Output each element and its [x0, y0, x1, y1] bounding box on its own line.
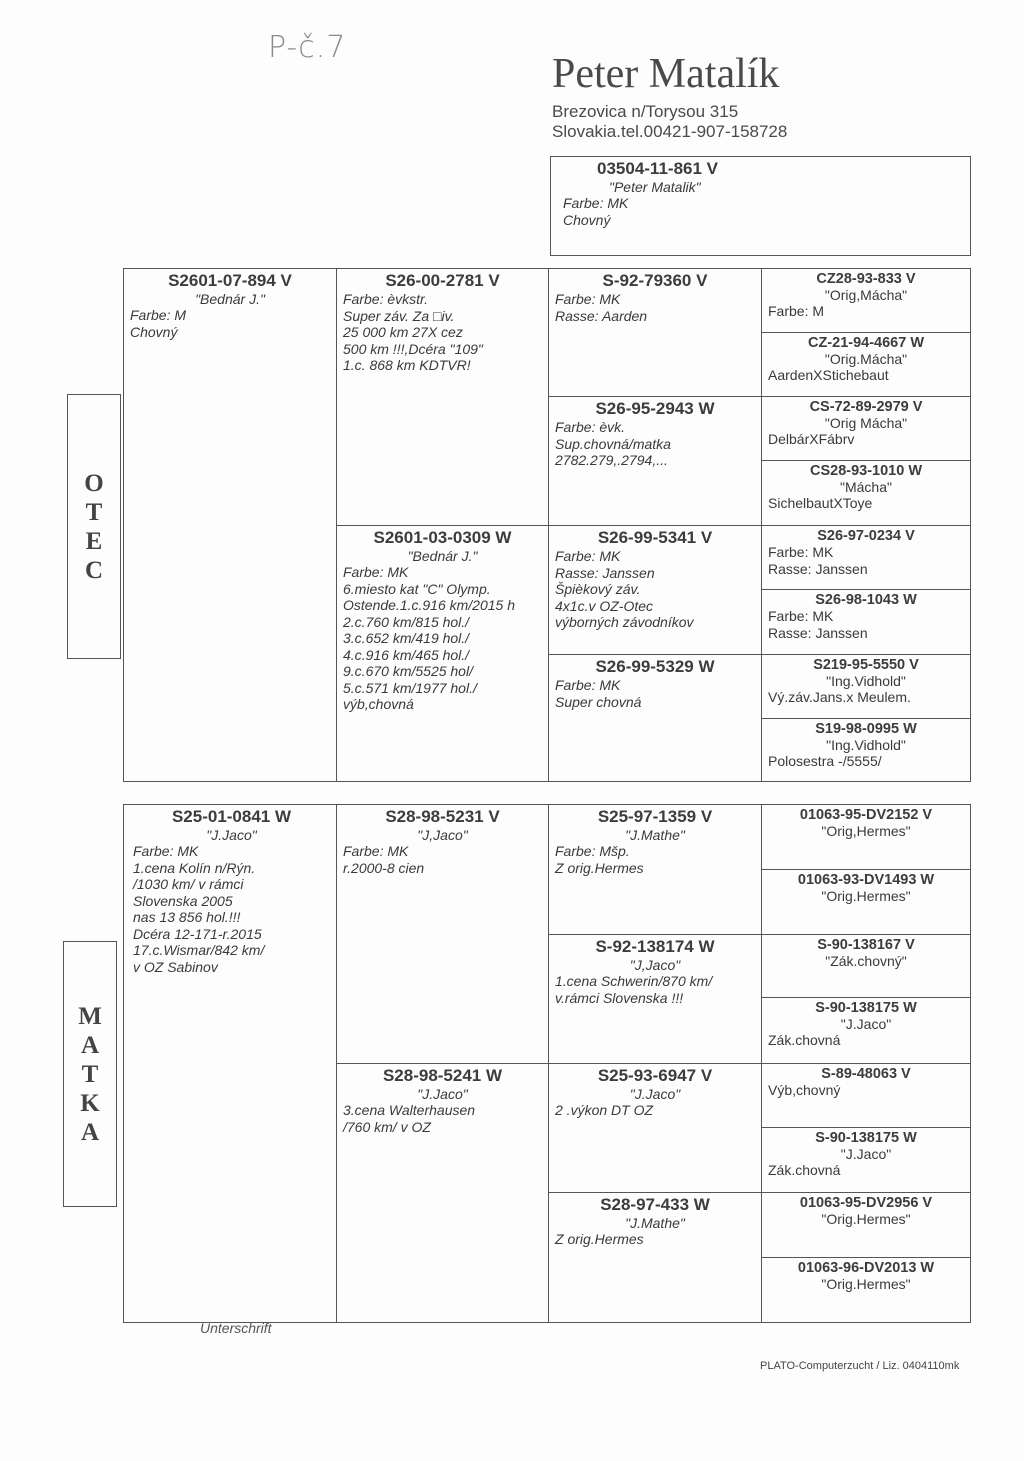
ancestor-card [761, 1257, 971, 1323]
breeder-name: "Zák.chovný" [825, 953, 907, 969]
detail-line: 1.cena Schwerin/870 km/ [555, 973, 713, 989]
detail-line: r.2000-8 cien [343, 859, 425, 876]
subject-card [550, 156, 971, 256]
ring-number: S-90-138175 W [815, 1000, 917, 1016]
ring-number: S-89-48063 V [821, 1066, 911, 1082]
ancestor-card [548, 1063, 762, 1193]
breeder-name: "J.Mathe" [625, 1215, 685, 1231]
subject-name: "Peter Matalik" [609, 179, 701, 195]
breeder-name: "J.Jaco" [206, 827, 257, 843]
father-side-label [67, 394, 121, 659]
ring-number: S28-98-5241 W [382, 1066, 503, 1085]
ancestor-card [548, 525, 762, 655]
detail-line: 4x1c.v OZ-Otec [555, 597, 654, 614]
ancestor-card [761, 869, 971, 935]
ring-number: 01063-93-DV1493 W [797, 872, 935, 888]
father-grandsire-card [336, 268, 549, 526]
ancestor-card [548, 654, 762, 782]
detail-line: 1.cena Kolín n/Rýn. [133, 859, 256, 876]
owner-name: Peter Matalík [552, 51, 780, 97]
detail-line: v OZ Sabinov [133, 958, 218, 975]
breeder-name: "Ing.Vidhold" [826, 673, 906, 689]
subject-line: Farbe: MK [563, 195, 629, 211]
ring-number: S-90-138167 V [817, 937, 915, 953]
breeder-name: "Bednár J." [407, 548, 478, 564]
ancestor-card [761, 934, 971, 998]
detail-line: Farbe: MK [768, 608, 834, 624]
side-letter: A [80, 1031, 100, 1059]
detail-line: Farbe: èvkstr. [343, 291, 429, 307]
detail-line: Farbe: MK [555, 677, 621, 693]
handwritten-note: P-č.7 [268, 30, 347, 65]
ring-number: S26-99-5329 W [595, 657, 715, 676]
breeder-name: "J,Jaco" [417, 827, 468, 843]
breeder-name: "J.Jaco" [840, 1146, 892, 1162]
breeder-name: "J.Jaco" [629, 1086, 681, 1102]
ancestor-card [761, 396, 971, 461]
ancestor-card [548, 1192, 762, 1323]
detail-line: 6.miesto kat "C" Olymp. [343, 580, 491, 597]
breeder-name: "Orig.Hermes" [821, 1276, 911, 1292]
ancestor-card [761, 589, 971, 655]
breeder-name: "Mácha" [840, 479, 892, 495]
detail-line: 4.c.916 km/465 hol./ [343, 646, 470, 663]
ancestor-card [761, 525, 971, 590]
ancestor-card [761, 460, 971, 526]
mother-card [123, 804, 337, 1323]
signature-label: Unterschrift [200, 1320, 272, 1336]
side-letter: T [85, 498, 103, 526]
detail-line: Farbe: MK [768, 544, 834, 560]
side-letter: C [84, 556, 104, 584]
detail-line: Zák.chovná [768, 1032, 841, 1048]
detail-line: 1.c. 868 km KDTVR! [343, 357, 471, 373]
detail-line: nas 13 856 hol.!!! [133, 909, 241, 925]
ancestor-card [761, 654, 971, 719]
owner-contact: Slovakia.tel.00421-907-158728 [552, 122, 788, 141]
breeder-name: "Orig.Mácha" [824, 351, 908, 367]
detail-line: 25 000 km 27X cez [343, 324, 463, 340]
side-letter: E [85, 527, 103, 555]
ancestor-card [761, 1127, 971, 1193]
ring-number: 01063-95-DV2956 V [799, 1195, 933, 1211]
ancestor-card [548, 396, 762, 526]
ring-number: S26-98-1043 W [815, 592, 917, 608]
ring-number: CS28-93-1010 W [809, 463, 923, 479]
side-letter: K [80, 1089, 100, 1117]
ring-number: S2601-07-894 V [168, 271, 292, 290]
ancestor-card [761, 997, 971, 1064]
detail-line: Z orig.Hermes [555, 859, 644, 876]
detail-line: Farbe: MK [343, 564, 409, 580]
breeder-name: "Orig Mácha" [824, 415, 908, 431]
ancestor-card [761, 1063, 971, 1128]
side-letter: T [81, 1060, 99, 1088]
detail-line: v.rámci Slovenska !!! [555, 989, 684, 1006]
detail-line: Rasse: Janssen [555, 564, 655, 581]
mother-granddam-card [336, 1063, 549, 1323]
detail-line: Farbe: M [130, 307, 187, 323]
detail-line: DelbárXFábrv [768, 431, 855, 447]
ancestor-card [761, 332, 971, 397]
detail-line: 2.c.760 km/815 hol./ [343, 613, 470, 630]
breeder-name: "Orig,Mácha" [824, 287, 908, 303]
detail-line: 2 .výkon DT OZ [555, 1102, 654, 1118]
ring-number: S-92-138174 W [595, 937, 715, 956]
detail-line: SichelbautXToye [768, 495, 873, 511]
detail-line: Výb,chovný [768, 1082, 841, 1098]
mother-side-label [63, 941, 117, 1207]
ancestor-card [761, 1192, 971, 1258]
subject-line: Chovný [563, 211, 611, 228]
mother-grandsire-card [336, 804, 549, 1064]
breeder-name: "J.Jaco" [840, 1016, 892, 1032]
ring-number: S19-98-0995 W [815, 721, 917, 737]
detail-line: Rasse: Janssen [768, 624, 868, 641]
detail-line: Farbe: Mšp. [555, 843, 630, 859]
ancestor-card [548, 934, 762, 1064]
detail-line: 9.c.670 km/5525 hol/ [343, 663, 473, 679]
detail-line: Z orig.Hermes [555, 1231, 644, 1247]
father-granddam-card [336, 525, 549, 782]
breeder-name: "J.Mathe" [625, 827, 685, 843]
ring-number: S26-95-2943 W [595, 399, 715, 418]
detail-line: výb,chovná [343, 696, 414, 712]
detail-line: Chovný [130, 323, 178, 340]
ring-number: S26-99-5341 V [597, 528, 713, 547]
detail-line: Farbe: MK [555, 548, 621, 564]
breeder-name: "Ing.Vidhold" [826, 737, 906, 753]
ring-number: S219-95-5550 V [813, 657, 919, 673]
detail-line: Ostende.1.c.916 km/2015 h [343, 597, 515, 613]
detail-line: 3.c.652 km/419 hol./ [343, 630, 470, 646]
detail-line: Slovenska 2005 [133, 892, 233, 909]
side-letter: A [80, 1118, 100, 1146]
ring-number: S28-97-433 W [600, 1195, 710, 1214]
side-letter: O [84, 469, 104, 497]
ring-number: S25-97-1359 V [597, 807, 713, 826]
ring-number: S2601-03-0309 W [373, 528, 512, 547]
detail-line: Vý.záv.Jans.x Meulem. [768, 689, 911, 705]
ring-number: S28-98-5231 V [385, 807, 500, 826]
ring-number: S26-00-2781 V [385, 271, 500, 290]
ancestor-card [761, 268, 971, 333]
side-letter: M [78, 1002, 102, 1030]
detail-line: Zák.chovná [768, 1162, 841, 1178]
ring-number: CS-72-89-2979 V [809, 399, 923, 415]
detail-line: Farbe: MK [133, 843, 199, 859]
detail-line: 17.c.Wismar/842 km/ [133, 942, 265, 958]
ring-number: S25-93-6947 V [597, 1066, 713, 1085]
ring-number: S-90-138175 W [815, 1130, 917, 1146]
ring-number: S-92-79360 V [602, 271, 708, 290]
detail-line: 5.c.571 km/1977 hol./ [343, 679, 477, 696]
breeder-name: "J,Jaco" [629, 957, 681, 973]
ring-number: S26-97-0234 V [817, 528, 915, 544]
ancestor-card [761, 804, 971, 870]
detail-line: Rasse: Aarden [555, 307, 648, 324]
detail-line: Sup.chovná/matka [555, 435, 671, 452]
ring-number: CZ-21-94-4667 W [807, 335, 925, 351]
detail-line: 2782.279,.2794,... [555, 452, 668, 468]
ancestor-card [548, 804, 762, 935]
detail-line: AardenXStichebaut [768, 367, 889, 383]
detail-line: /760 km/ v OZ [343, 1118, 431, 1135]
father-card [123, 268, 337, 782]
detail-line: Farbe: M [768, 303, 825, 319]
ring-number: 01063-95-DV2152 V [799, 807, 933, 823]
ring-number: S25-01-0841 W [171, 807, 292, 826]
detail-line: Super záv. Za □iv. [343, 307, 455, 324]
subject-ring: 03504-11-861 V [597, 159, 718, 178]
detail-line: Špièkový záv. [555, 581, 641, 597]
detail-line: Polosestra -/5555/ [768, 753, 882, 769]
breeder-name: "Orig,Hermes" [821, 823, 911, 839]
owner-address: Brezovica n/Torysou 315 [552, 102, 739, 121]
detail-line: 3.cena Walterhausen [343, 1102, 476, 1118]
detail-line: Dcéra 12-171-r.2015 [133, 925, 262, 942]
detail-line: výborných závodníkov [555, 614, 694, 630]
detail-line: Rasse: Janssen [768, 560, 868, 577]
ring-number: 01063-96-DV2013 W [797, 1260, 935, 1276]
breeder-name: "Bednár J." [195, 291, 265, 307]
breeder-name: "Orig.Hermes" [821, 1211, 911, 1227]
ancestor-card [761, 718, 971, 782]
detail-line: Farbe: èvk. [555, 419, 626, 435]
detail-line: Farbe: MK [343, 843, 409, 859]
breeder-name: "Orig.Hermes" [821, 888, 911, 904]
detail-line: 500 km !!!,Dcéra "109" [343, 340, 483, 357]
detail-line: /1030 km/ v rámci [133, 876, 244, 892]
software-footer: PLATO-Computerzucht / Liz. 0404110mk [760, 1360, 960, 1372]
detail-line: Farbe: MK [555, 291, 621, 307]
breeder-name: "J.Jaco" [417, 1086, 468, 1102]
detail-line: Super chovná [555, 693, 642, 710]
ring-number: CZ28-93-833 V [816, 271, 916, 287]
ancestor-card [548, 268, 762, 397]
